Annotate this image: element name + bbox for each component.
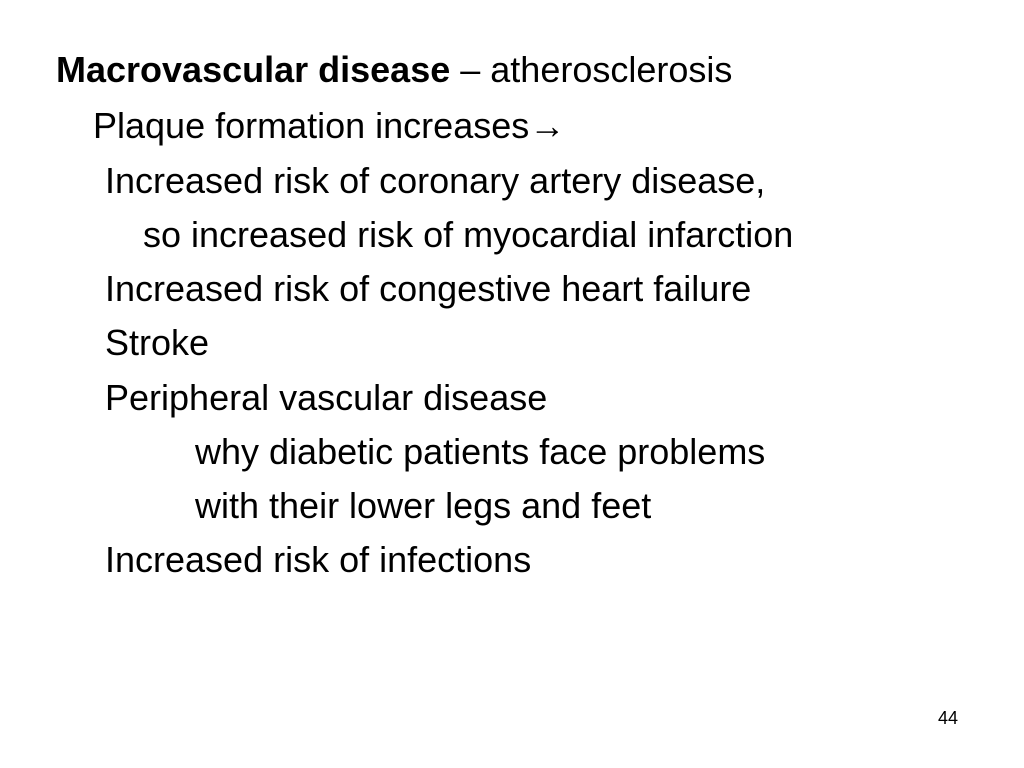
bullet-line-diabetic-problems: why diabetic patients face problems	[195, 431, 766, 472]
bullet-line-legs-feet: with their lower legs and feet	[195, 485, 652, 526]
page-number: 44	[938, 708, 959, 728]
slide-heading	[56, 50, 732, 90]
bullet-line-coronary: Increased risk of coronary artery disease,	[105, 160, 766, 201]
bullet-line-plaque: Plaque formation increases→	[93, 105, 566, 146]
heading-rest-text: – atherosclerosis	[450, 49, 733, 90]
bullet-line-myocardial: so increased risk of myocardial infarction	[143, 214, 794, 255]
bullet-line-infections: Increased risk of infections	[105, 539, 532, 580]
bullet-line-stroke: Stroke	[105, 322, 210, 363]
bullet-line-heart-failure: Increased risk of congestive heart failure	[105, 268, 752, 309]
bullet-line-peripheral: Peripheral vascular disease	[105, 377, 548, 418]
heading-bold-text: Macrovascular disease	[56, 49, 451, 90]
